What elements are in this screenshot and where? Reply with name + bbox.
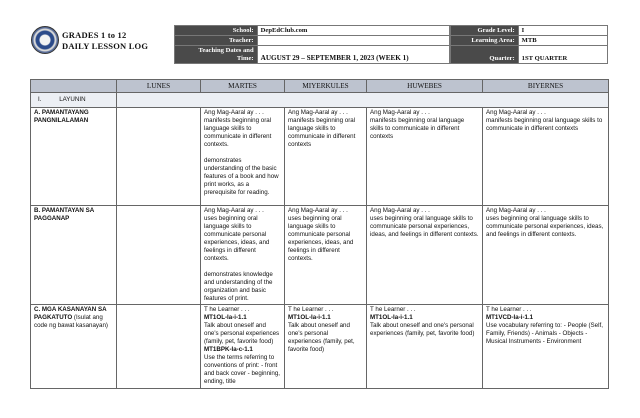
- row-label-main: C. MGA KASANAYAN SA PAGKATUTO: [34, 306, 107, 321]
- competency-code: MT1BPK-Ia-c-1.1: [204, 346, 253, 353]
- cell-text: T he Learner . . .: [288, 306, 334, 313]
- day-cell: [285, 305, 367, 389]
- cell-text: Use the terms referring to conventions of print: - front and back cover - beginning, ending, title: [204, 354, 281, 385]
- teacher-label: Teacher:: [175, 36, 258, 46]
- cell-text: manifests beginning oral language skills to communicate in different contexts: [370, 117, 465, 140]
- day-cell: [201, 305, 285, 389]
- quarter-value: 1ST QUARTER: [518, 46, 607, 64]
- day-cell: [367, 206, 483, 305]
- dates-label-line1: Teaching Dates and: [198, 46, 254, 54]
- day-header: LUNES: [117, 80, 201, 93]
- row-label: B. PAMANTAYAN SA PAGGANAP: [31, 206, 117, 305]
- section-label-cell: [31, 93, 117, 108]
- table-row: [31, 206, 609, 305]
- doc-title-line1: GRADES 1 to 12: [62, 30, 127, 40]
- cell-text: Talk about oneself and one's personal experiences (family, pet, favorite food): [370, 322, 475, 337]
- cell-text: T he Learner . . .: [370, 306, 416, 313]
- grade-label: Grade Level:: [451, 26, 519, 36]
- day-cell: [285, 206, 367, 305]
- doc-title-line2: DAILY LESSON LOG: [62, 41, 149, 51]
- cell-text: Ang Mag-Aaral ay . . .: [370, 109, 430, 116]
- area-value: MTB: [518, 36, 607, 46]
- cell-text: Ang Mag-Aaral ay . . .: [288, 109, 348, 116]
- area-label: Learning Area:: [451, 36, 519, 46]
- header: [30, 25, 608, 63]
- cell-text: uses beginning oral language skills to communicate personal experiences, ideas, and feelings in different contexts.: [370, 215, 479, 238]
- cell-text: manifests beginning oral language skills to communicate in different contexts: [486, 117, 603, 132]
- competency-code: MT1VCD-Ia-i-1.1: [486, 314, 534, 321]
- dates-value: AUGUST 29 – SEPTEMBER 1, 2023 (WEEK 1): [257, 46, 449, 64]
- day-cell: [117, 108, 201, 206]
- dates-label-line2: Time:: [236, 54, 254, 62]
- school-value: DepEdClub.com: [257, 26, 449, 36]
- school-label: School:: [175, 26, 258, 36]
- day-cell: [483, 108, 609, 206]
- grade-value: I: [518, 26, 607, 36]
- cell-text: demonstrates knowledge and understanding of the organization and basic features of print.: [204, 271, 273, 302]
- paragraph-gap: [204, 263, 281, 271]
- section-row-layunin: [31, 93, 609, 108]
- day-header-row: [31, 80, 609, 93]
- competency-code: MT1OL-Ia-i-1.1: [204, 314, 247, 321]
- quarter-label: Quarter:: [451, 46, 519, 64]
- cell-text: Ang Mag-Aaral ay . . .: [204, 109, 264, 116]
- day-header: HUWEBES: [367, 80, 483, 93]
- cell-text: demonstrates understanding of the basic features of a book and how print works, as a prerequisite for reading.: [204, 157, 279, 196]
- cell-text: T he Learner . . .: [204, 306, 250, 313]
- cell-text: manifests beginning oral language skills to communicate in different contexts: [288, 117, 356, 148]
- cell-text: manifests beginning oral language skills to communicate in different contexts.: [204, 117, 272, 148]
- cell-text: uses beginning oral language skills to communicate personal experiences, ideas, and feelings in different contexts.: [288, 215, 354, 262]
- day-cell: [483, 305, 609, 389]
- day-cell: [117, 305, 201, 389]
- deped-seal-icon: [31, 26, 59, 54]
- row-label-sub: (Isulat ang code ng bawat kasanayan): [34, 314, 108, 329]
- section-number: I.: [38, 96, 42, 103]
- dates-label: [175, 46, 258, 64]
- table-row: [31, 305, 609, 389]
- cell-text: Ang Mag-Aaral ay . . .: [486, 109, 546, 116]
- lesson-table: [30, 79, 609, 389]
- day-header: MARTES: [201, 80, 285, 93]
- cell-text: uses beginning oral language skills to communicate personal experiences, ideas, and feelings in different contexts.: [204, 215, 270, 262]
- competency-code: MT1OL-Ia-i-1.1: [370, 314, 413, 321]
- competency-code: MT1OL-Ia-i-1.1: [288, 314, 331, 321]
- cell-text: Use vocabulary referring to: - People (Self, Family, Friends) - Animals - Objects - Musical Instruments - Environment: [486, 322, 603, 345]
- day-cell: [367, 305, 483, 389]
- header-info-left: [174, 25, 450, 64]
- section-title: LAYUNIN: [59, 96, 86, 103]
- corner-cell: [31, 80, 117, 93]
- row-label: [31, 305, 117, 389]
- day-header: BIYERNES: [483, 80, 609, 93]
- cell-text: Ang Mag-Aaral ay . . .: [204, 207, 264, 214]
- cell-text: Talk about oneself and one's personal experiences (family, pet, favorite food): [288, 322, 355, 353]
- teacher-value: [257, 36, 449, 46]
- cell-text: Talk about oneself and one's personal experiences (family, pet, favorite food): [204, 322, 280, 345]
- cell-text: Ang Mag-Aaral ay . . .: [370, 207, 430, 214]
- section-fill: [117, 93, 609, 108]
- day-cell: [201, 108, 285, 206]
- cell-text: Ang Mag-Aaral ay . . .: [288, 207, 348, 214]
- cell-text: T he Learner . . .: [486, 306, 532, 313]
- cell-text: Ang Mag-Aaral ay . . .: [486, 207, 546, 214]
- day-cell: [483, 206, 609, 305]
- cell-text: uses beginning oral language skills to communicate personal experiences, ideas, and feelings in different contexts.: [486, 215, 604, 238]
- day-header: MIYERKULES: [285, 80, 367, 93]
- header-info-right: [450, 25, 608, 64]
- row-label: A. PAMANTAYANG PANGNILALAMAN: [31, 108, 117, 206]
- day-cell: [117, 206, 201, 305]
- day-cell: [367, 108, 483, 206]
- day-cell: [201, 206, 285, 305]
- table-row: [31, 108, 609, 206]
- day-cell: [285, 108, 367, 206]
- paragraph-gap: [204, 149, 281, 157]
